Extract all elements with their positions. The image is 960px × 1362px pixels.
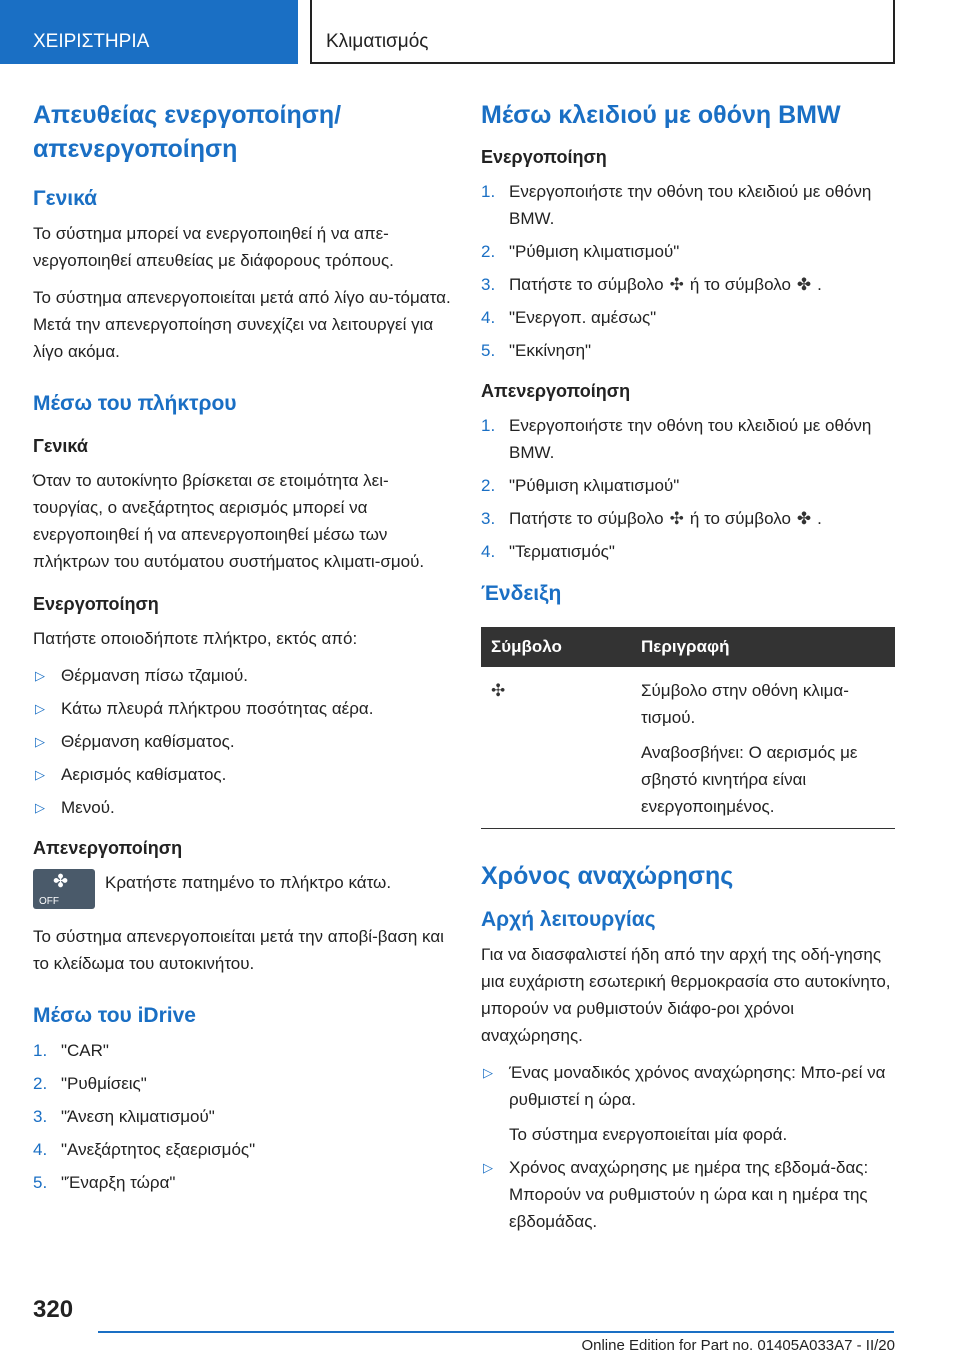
list-item: 4. "Ανεξάρτητος εξαερισμός" (33, 1140, 256, 1159)
list-item: 5. "Εκκίνηση" (481, 341, 592, 360)
idrive-steps (33, 1037, 451, 1196)
table-cell-description (631, 667, 895, 829)
triangle-bullet-icon: ▷ (35, 668, 45, 683)
list-item: 1. Ενεργοποιήστε την οθόνη του κλειδιού με οθόνη BMW. (481, 416, 872, 462)
paragraph: Πατήστε οποιοδήποτε πλήκτρο, εκτός από: (33, 629, 358, 648)
section-tab: ΧΕΙΡΙΣΤΗΡΙΑ (0, 0, 298, 64)
subheading-deactivation: Απενεργοποίηση (481, 381, 631, 401)
list-item: 1. Ενεργοποιήστε την οθόνη του κλειδιού με οθόνη BMW. (481, 182, 872, 228)
triangle-bullet-icon: ▷ (35, 734, 45, 749)
list-item: 2. "Ρύθμιση κλιματισμού" (481, 476, 680, 495)
heading-via-button: Μέσω του πλήκτρου (33, 392, 237, 415)
subheading-activation: Ενεργοποίηση (33, 594, 159, 614)
list-item: ▷ Θέρμανση καθίσματος. (33, 728, 451, 755)
fan-outline-icon: ✣ (491, 681, 506, 700)
activation-exceptions-list (33, 662, 451, 821)
list-item: 3. Πατήστε το σύμβολο ✣ ή το σύμβολο ✤ . (481, 505, 895, 532)
fan-filled-icon: ✤ (796, 275, 812, 294)
right-column (481, 98, 895, 1249)
departure-list (481, 1059, 895, 1235)
list-item: ▷ Χρόνος αναχώρησης με ημέρα της εβδομά-δας: Μπορούν να ρυθμιστούν η ώρα και η ημέρα της εβδομάδας. (481, 1154, 895, 1235)
list-item: 3. "Άνεση κλιματισμού" (33, 1107, 215, 1126)
deactivation-row (33, 869, 451, 909)
heading-via-key: Μέσω κλειδιού με οθόνη BMW (481, 101, 841, 129)
list-item: ▷ Αερισμός καθίσματος. (33, 761, 451, 788)
fan-outline-icon: ✣ (669, 509, 684, 528)
left-column (33, 98, 451, 1210)
list-item-note: Το σύστημα ενεργοποιείται μία φορά. (509, 1125, 788, 1144)
triangle-bullet-icon: ▷ (483, 1065, 493, 1080)
heading-indicator: Ένδειξη (481, 582, 562, 605)
heading-general: Γενικά (33, 187, 98, 210)
chapter-title: Κλιματισμός (310, 0, 895, 64)
list-item: 4. "Τερματισμός" (481, 542, 615, 561)
description-text: Σύμβολο στην οθόνη κλιμα-τισμού. (641, 681, 849, 727)
triangle-bullet-icon: ▷ (35, 767, 45, 782)
paragraph: Για να διασφαλιστεί ήδη από την αρχή της οδή-γησης μια ευχάριστη εσωτερική θερμοκρασία στο αυτοκίνητο, μπορούν να ρυθμιστούν διάφο-ροι χρόνοι αναχώρησης. (481, 945, 891, 1045)
footer-divider (98, 1331, 894, 1333)
fan-off-button-image (33, 869, 95, 909)
key-activation-steps (481, 178, 895, 364)
off-label: OFF (39, 896, 59, 907)
table-header: Σύμβολο (481, 627, 631, 667)
list-item: 2. "Ρυθμίσεις" (33, 1074, 147, 1093)
list-item: 4. "Ενεργοπ. αμέσως" (481, 308, 657, 327)
table-header: Περιγραφή (631, 627, 895, 667)
table-row (481, 667, 895, 829)
heading-departure-time: Χρόνος αναχώρησης (481, 862, 734, 890)
table-cell-symbol (481, 667, 631, 829)
list-item: ▷ Κάτω πλευρά πλήκτρου ποσότητας αέρα. (33, 695, 451, 722)
list-item: ▷ Μενού. (33, 794, 451, 821)
heading-operating-principle: Αρχή λειτουργίας (481, 908, 656, 931)
list-item: ▷ Ένας μοναδικός χρόνος αναχώρησης: Μπο-ρεί να ρυθμιστεί η ώρα. Το σύστημα ενεργοποιείται μία φορά. (481, 1059, 895, 1148)
triangle-bullet-icon: ▷ (483, 1160, 493, 1175)
indicator-table (481, 627, 895, 829)
deactivation-text: Κρατήστε πατημένο το πλήκτρο κάτω. (105, 873, 392, 892)
triangle-bullet-icon: ▷ (35, 800, 45, 815)
paragraph: Το σύστημα απενεργοποιείται μετά από λίγο αυ-τόματα. Μετά την απενεργοποίηση συνεχίζει να λειτουργεί για λίγο ακόμα. (33, 288, 451, 361)
key-deactivation-steps (481, 412, 895, 565)
heading-direct-activation: Απευθείας ενεργοποίηση/ απενεργοποίηση (33, 101, 342, 163)
list-item: 5. "Έναρξη τώρα" (33, 1173, 176, 1192)
heading-via-idrive: Μέσω του iDrive (33, 1004, 196, 1027)
paragraph: Το σύστημα απενεργοποιείται μετά την αποβί-βαση και το κλείδωμα του αυτοκινήτου. (33, 927, 444, 973)
subheading-deactivation: Απενεργοποίηση (33, 838, 183, 858)
footer-edition: Online Edition for Part no. 01405A033A7 - II/20 (581, 1337, 895, 1354)
fan-icon: ✤ (53, 871, 69, 891)
description-text: Αναβοσβήνει: Ο αερισμός με σβηστό κινητήρα είναι ενεργοποιημένος. (641, 743, 858, 816)
fan-outline-icon: ✣ (669, 275, 684, 294)
page-number: 320 (33, 1296, 74, 1323)
list-item: ▷ Θέρμανση πίσω τζαμιού. (33, 662, 451, 689)
paragraph: Το σύστημα μπορεί να ενεργοποιηθεί ή να απε-νεργοποιηθεί απευθείας με διάφορους τρόπους. (33, 224, 394, 270)
table-header-row (481, 627, 895, 667)
paragraph: Όταν το αυτοκίνητο βρίσκεται σε ετοιμότητα λει-τουργίας, ο ανεξάρτητος αερισμός μπορεί να ενεργοποιηθεί ή να απενεργοποιηθεί μέσω των πλήκτρων του αυτόματου συστήματος κλιματι-σμού. (33, 471, 425, 571)
subheading-activation: Ενεργοποίηση (481, 147, 607, 167)
list-item: 3. Πατήστε το σύμβολο ✣ ή το σύμβολο ✤ . (481, 271, 895, 298)
list-item: 1. "CAR" (33, 1041, 109, 1060)
triangle-bullet-icon: ▷ (35, 701, 45, 716)
subheading-general: Γενικά (33, 436, 88, 456)
fan-filled-icon: ✤ (796, 509, 812, 528)
list-item: 2. "Ρύθμιση κλιματισμού" (481, 242, 680, 261)
